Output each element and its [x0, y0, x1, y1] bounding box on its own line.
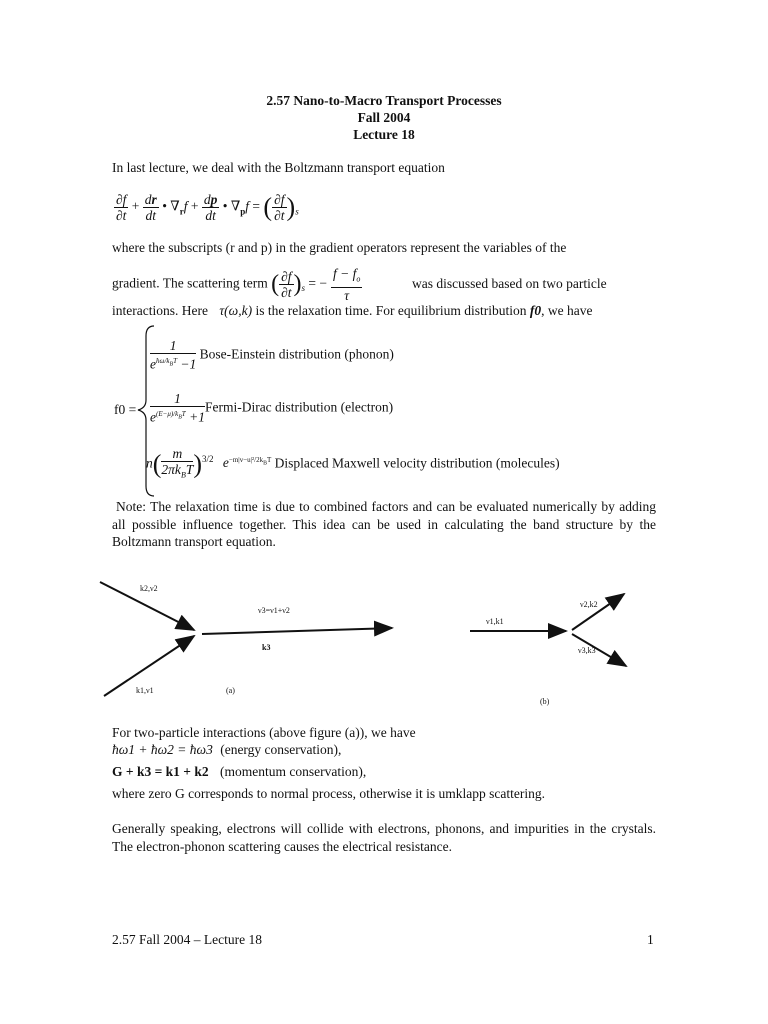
scattering-text-a: gradient. The scattering term	[112, 275, 268, 291]
fig-b-down-label: ν3,k3	[578, 646, 596, 655]
fig-a-caption: (a)	[226, 686, 235, 695]
k3-arrow	[202, 628, 392, 634]
fig-a-top-label: k2,ν2	[140, 584, 158, 593]
fermi-dirac-case: $\frac{1}{e^{(E-\mu)/k_BT} +1}$ Fermi-Dirac distribution (electron)	[150, 391, 394, 425]
page-number: 1	[647, 932, 654, 947]
boltzmann-equation: $\frac{\partial f}{\partial t}$ + $\frac{dr}{dt}$ • $\nabla_rf$ + $\frac{dp}{dt}$ • $\nabla_pf$ = ( $\frac{\partial f}{\partial t}$ )$_s$	[116, 192, 299, 223]
footer-left: 2.57 Fall 2004 – Lecture 18	[112, 932, 262, 947]
fig-a-bottom-label: k1,ν1	[136, 686, 154, 695]
course-title: 2.57 Nano-to-Macro Transport Processes	[266, 93, 502, 108]
maxwell-label: Displaced Maxwell velocity distribution (molecules)	[274, 455, 560, 471]
fig-b-caption: (b)	[540, 697, 550, 706]
lecture-title: Lecture 18	[353, 127, 415, 142]
relaxation-text-a: interactions. Here	[112, 303, 208, 318]
scattering-term-line: gradient. The scattering term ( $\frac{\partial f}{\partial t}$ )$_s$ = − $\frac{f - f_o}{\tau}$ was discussed based on two particle	[112, 266, 607, 303]
interaction-figure	[96, 570, 656, 720]
f0-symbol: f0	[529, 303, 542, 318]
relaxation-line	[112, 303, 593, 319]
momentum-equation: G + k3 = k1 + k2	[112, 764, 209, 779]
energy-note: (energy conservation),	[220, 742, 342, 757]
relaxation-text-c: is the relaxation time. For equilibrium distribution	[255, 303, 527, 318]
scattering-paragraph: Generally speaking, electrons will collide with electrons, phonons, and impurities in the crystals. The electron-phonon scattering causes the electrical resistance.	[112, 821, 656, 854]
relaxation-text-e: , we have	[541, 303, 593, 318]
energy-line	[112, 742, 341, 758]
bose-einstein-label: Bose-Einstein distribution (phonon)	[199, 346, 394, 362]
momentum-note: (momentum conservation),	[219, 764, 367, 779]
note-paragraph: Note: The relaxation time is due to combined factors and can be evaluated numerically by adding all possible influence together. This idea can be used in calculating the band structure by the Boltzmann transport equation.	[112, 499, 656, 549]
intro-text: In last lecture, we deal with the Boltzmann transport equation	[112, 160, 445, 175]
bose-einstein-case: $\frac{1}{e^{ħ\omega/k_BT} -1}$ Bose-Einstein distribution (phonon)	[150, 338, 394, 372]
scattering-text-b: was discussed based on two particle	[412, 276, 607, 291]
two-particle-text: For two-particle interactions (above figure (a)), we have	[112, 725, 416, 740]
f0-lhs: f0 =	[114, 402, 137, 417]
maxwell-case: n( $\frac{m}{2\pi k_BT}$ )$^{3/2}$ $e^{-m|v-u|^2/2k_BT}$ Displaced Maxwell velocity distribution (molecules)	[146, 446, 560, 480]
subscripts-text: where the subscripts (r and p) in the gradient operators represent the variables of the	[112, 240, 567, 255]
momentum-line	[112, 764, 366, 780]
umklapp-text: where zero G corresponds to normal process, otherwise it is umklapp scattering.	[112, 786, 546, 801]
fermi-dirac-label: Fermi-Dirac distribution (electron)	[204, 399, 394, 415]
energy-equation: ħω1 + ħω2 = ħω3	[112, 742, 213, 757]
relaxation-symbol: τ(ω,k)	[219, 303, 253, 318]
fig-a-center-label: ν3=ν1+ν2	[258, 606, 290, 615]
fig-a-k3-label: k3	[262, 643, 271, 652]
fig-b-in-label: ν1,k1	[486, 617, 504, 626]
term-title: Fall 2004	[357, 110, 411, 125]
fig-b-up-label: ν2,k2	[580, 600, 598, 609]
